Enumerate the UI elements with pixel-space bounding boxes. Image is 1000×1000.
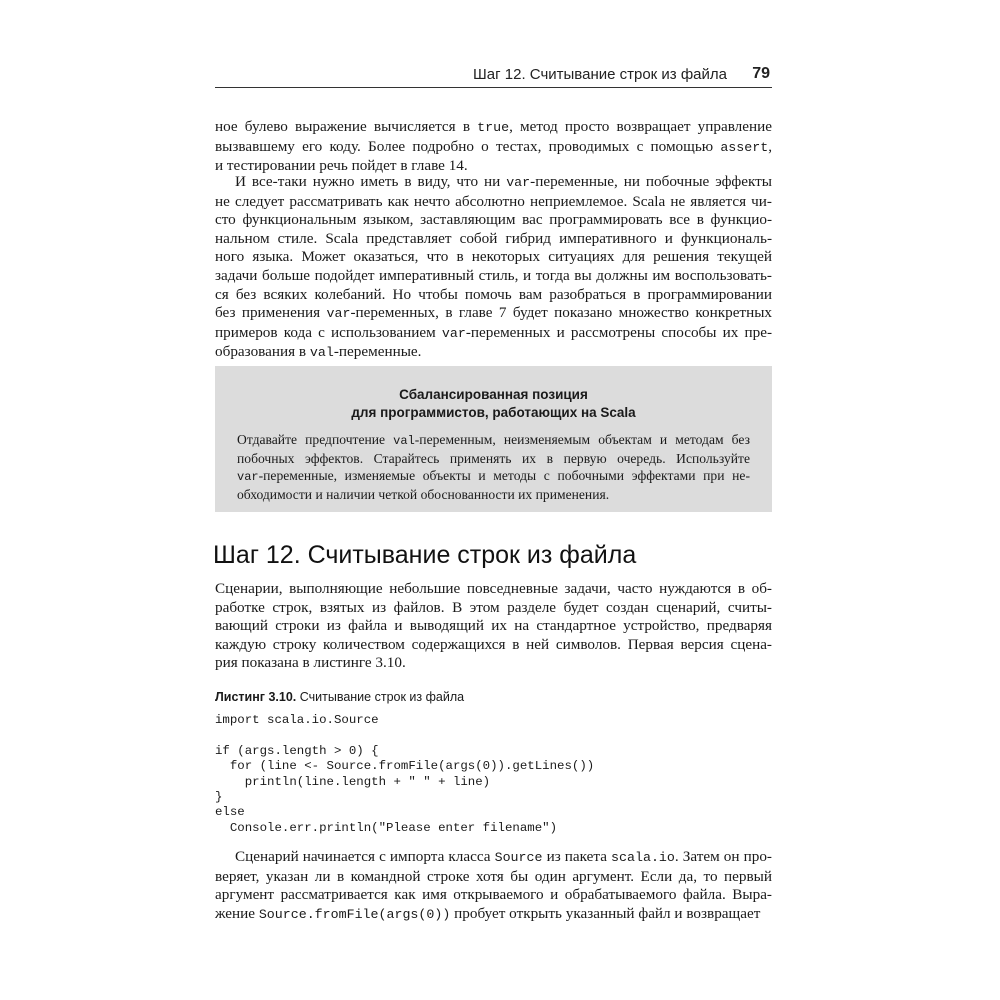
inline-code: scala.io — [611, 850, 675, 865]
section-heading: Шаг 12. Считывание строк из файла — [213, 541, 637, 569]
inline-code: true — [477, 120, 510, 135]
text-line: Сценарии, выполняющие небольшие повседневные задачи, часто нуждаются в об- — [215, 580, 772, 597]
sidebar-body — [237, 431, 750, 503]
paragraph-var-caution — [215, 173, 772, 363]
code-listing: import scala.io.Source if (args.length > 0) { for (line <- Source.fromFile(args(0)).getLines()) println(line.length + " " + line) } else Console.err.println("Please enter filename") — [215, 713, 595, 835]
text-line: без применения var-переменных, в главе 7 будет показано множество конкретных — [215, 304, 772, 322]
text-line: каждую строку количеством содержащихся в ней символов. Первая версия сцена- — [215, 635, 772, 653]
text-line: задачи больше подойдет императивный стиль, и тогда вы должны им воспользовать- — [215, 266, 772, 284]
text-line: обходимости и наличии четкой обоснованности их применения. — [237, 487, 610, 502]
sidebar-title-line-1: Сбалансированная позиция — [399, 387, 588, 402]
text-line: ся без всяких колебаний. Но чтобы помочь вам разобраться в программировании — [215, 285, 772, 303]
text-line: веряет, указан ли в командной строке хотя бы один аргумент. Если да, то первый — [215, 867, 772, 885]
text-line: работке строк, взятых из файлов. В этом разделе будет создан сценарий, считы- — [215, 598, 772, 616]
listing-title: Считывание строк из файла — [299, 690, 465, 704]
running-header-title: Шаг 12. Считывание строк из файла — [473, 66, 727, 83]
text-line: ного языка. Может оказаться, что в некоторых ситуациях для решения текущей — [215, 248, 772, 266]
sidebar-title — [215, 386, 772, 422]
sidebar-title-line-2: для программистов, работающих на Scala — [351, 405, 636, 420]
text-line: var-переменные, изменяемые объекты и методы с побочными эффектами при не- — [237, 468, 750, 484]
text-line: аргумент рассматривается как имя открываемого и обрабатываемого файла. Выра- — [215, 886, 772, 904]
running-header — [215, 64, 772, 88]
text-line: Отдавайте предпочтение val-переменным, неизменяемым объектам и методам без — [237, 432, 750, 448]
text-line: примеров кода с использованием var-переменных и рассмотрены способы их пре- — [215, 323, 773, 341]
header-rule — [215, 87, 772, 88]
text-line: сто функциональным языком, заставляющим вас программировать все в функцио- — [215, 211, 772, 229]
inline-code: val — [393, 434, 415, 448]
inline-code: var — [326, 306, 351, 322]
page-number: 79 — [752, 65, 770, 82]
listing-caption — [215, 690, 464, 704]
inline-code: Source — [494, 850, 543, 865]
inline-code: assert — [720, 139, 769, 155]
text-line: И все-таки нужно иметь в виду, что ни var-переменные, ни побочные эффекты — [235, 173, 772, 190]
text-line: не следует рассматривать как нечто абсолютно неприемлемое. Scala не является чи- — [215, 192, 772, 210]
text-line: Сценарий начинается с импорта класса Source из пакета scala.io. Затем он про- — [235, 848, 772, 865]
text-line: побочных эффектов. Старайтесь применять их в первую очередь. Используйте — [237, 451, 750, 466]
paragraph-continuation — [215, 118, 772, 176]
text-line: рия показана в листинге 3.10. — [215, 654, 406, 672]
text-line: ное булево выражение вычисляется в true, метод просто возвращает управление — [215, 118, 772, 135]
inline-code: var — [237, 470, 259, 484]
inline-code: Source.fromFile(args(0)) — [258, 906, 451, 922]
inline-code: var — [506, 175, 531, 190]
inline-code: val — [309, 345, 334, 361]
text-line: нальном стиле. Scala представляет собой гибрид императивного и функциональ- — [215, 229, 772, 247]
text-line: жение Source.fromFile(args(0)) пробует открыть указанный файл и возвращает — [215, 904, 761, 922]
paragraph-explanation — [215, 848, 772, 924]
text-line: и тестировании речь пойдет в главе 14. — [215, 157, 468, 175]
text-line: вающий строки из файла и выводящий их на стандартное устройство, предваряя — [215, 617, 772, 635]
listing-label: Листинг 3.10. — [215, 690, 297, 704]
inline-code: var — [441, 325, 466, 341]
text-line: образования в val-переменные. — [215, 343, 422, 361]
sidebar-box — [215, 366, 772, 512]
paragraph-intro — [215, 580, 772, 673]
text-line: вызвавшему его коду. Более подробно о тестах, проводимых с помощью assert, — [215, 137, 772, 155]
